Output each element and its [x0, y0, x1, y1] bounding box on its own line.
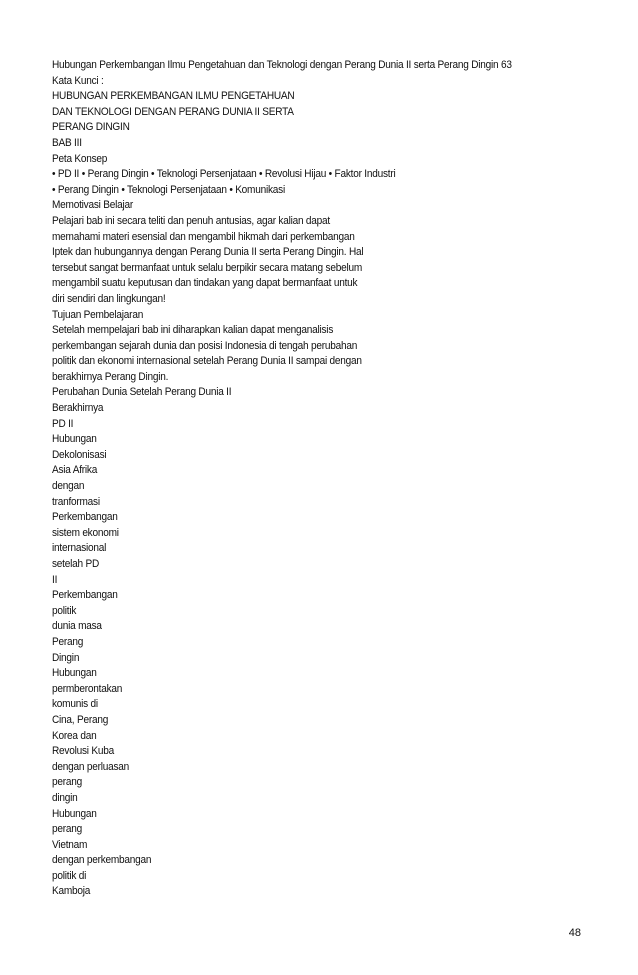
text-line: komunis di: [52, 698, 98, 711]
text-line: Dingin: [52, 651, 80, 664]
text-line: internasional: [52, 542, 107, 555]
text-line: Pelajari bab ini secara teliti dan penuh antusias, agar kalian dapat: [52, 214, 331, 227]
text-line: Perang: [52, 635, 84, 648]
text-line: II: [52, 573, 58, 586]
text-line: memahami materi esensial dan mengambil hikmah dari perkembangan: [52, 230, 355, 243]
text-line: Revolusi Kuba: [52, 745, 115, 758]
text-line: Memotivasi Belajar: [52, 199, 134, 212]
text-line: Korea dan: [52, 729, 97, 742]
text-line: dengan: [52, 480, 85, 493]
text-line: Tujuan Pembelajaran: [52, 308, 144, 321]
text-line: Berakhirnya: [52, 402, 104, 415]
text-line: politik: [52, 604, 77, 617]
text-line: Cina, Perang: [52, 713, 109, 726]
text-line: Perkembangan: [52, 589, 118, 602]
text-line: Kamboja: [52, 885, 91, 898]
text-line: politik dan ekonomi internasional setelah Perang Dunia II sampai dengan: [52, 355, 362, 368]
text-line: sistem ekonomi: [52, 526, 119, 539]
page-text: [52, 58, 592, 900]
text-line: Hubungan Perkembangan Ilmu Pengetahuan dan Teknologi dengan Perang Dunia II serta Perang Dingin 63: [52, 59, 512, 71]
text-line: PERANG DINGIN: [52, 121, 130, 134]
text-line: setelah PD: [52, 558, 100, 570]
text-line: politik di: [52, 869, 87, 882]
text-line: • PD II • Perang Dingin • Teknologi Persenjataan • Revolusi Hijau • Faktor Industri: [52, 168, 396, 181]
text-line: DAN TEKNOLOGI DENGAN PERANG DUNIA II SERTA: [52, 105, 294, 118]
text-line: dingin: [52, 791, 78, 804]
text-line: dengan perluasan: [52, 760, 130, 773]
text-line: Hubungan: [52, 807, 97, 820]
text-line: Perkembangan: [52, 511, 118, 524]
text-line: Vietnam: [52, 838, 88, 851]
text-line: tranformasi: [52, 495, 100, 508]
text-line: Peta Konsep: [52, 152, 108, 165]
text-line: berakhirnya Perang Dingin.: [52, 370, 169, 383]
text-line: PD II: [52, 417, 74, 430]
text-line: Dekolonisasi: [52, 448, 107, 461]
text-line: Hubungan: [52, 433, 97, 446]
text-line: BAB III: [52, 136, 82, 149]
text-line: mengambil suatu keputusan dan tindakan yang dapat bermanfaat untuk: [52, 277, 358, 290]
text-line: perkembangan sejarah dunia dan posisi Indonesia di tengah perubahan: [52, 339, 358, 352]
text-line: Iptek dan hubungannya dengan Perang Dunia II serta Perang Dingin. Hal: [52, 246, 364, 259]
text-line: Setelah mempelajari bab ini diharapkan kalian dapat menganalisis: [52, 324, 334, 337]
text-line: Hubungan: [52, 667, 97, 680]
text-line: Asia Afrika: [52, 464, 98, 477]
text-line: dunia masa: [52, 620, 102, 633]
page-number: 48: [568, 927, 581, 939]
text-line: Kata Kunci :: [52, 74, 104, 87]
text-line: perang: [52, 823, 83, 836]
text-line: • Perang Dingin • Teknologi Persenjataan • Komunikasi: [52, 183, 285, 196]
text-line: Perubahan Dunia Setelah Perang Dunia II: [52, 386, 232, 399]
text-line: permberontakan: [52, 682, 123, 695]
text-line: tersebut sangat bermanfaat untuk selalu berpikir secara matang sebelum: [52, 261, 362, 274]
text-line: HUBUNGAN PERKEMBANGAN ILMU PENGETAHUAN: [52, 90, 295, 103]
text-line: dengan perkembangan: [52, 854, 152, 867]
text-line: perang: [52, 776, 83, 789]
text-line: diri sendiri dan lingkungan!: [52, 292, 166, 305]
